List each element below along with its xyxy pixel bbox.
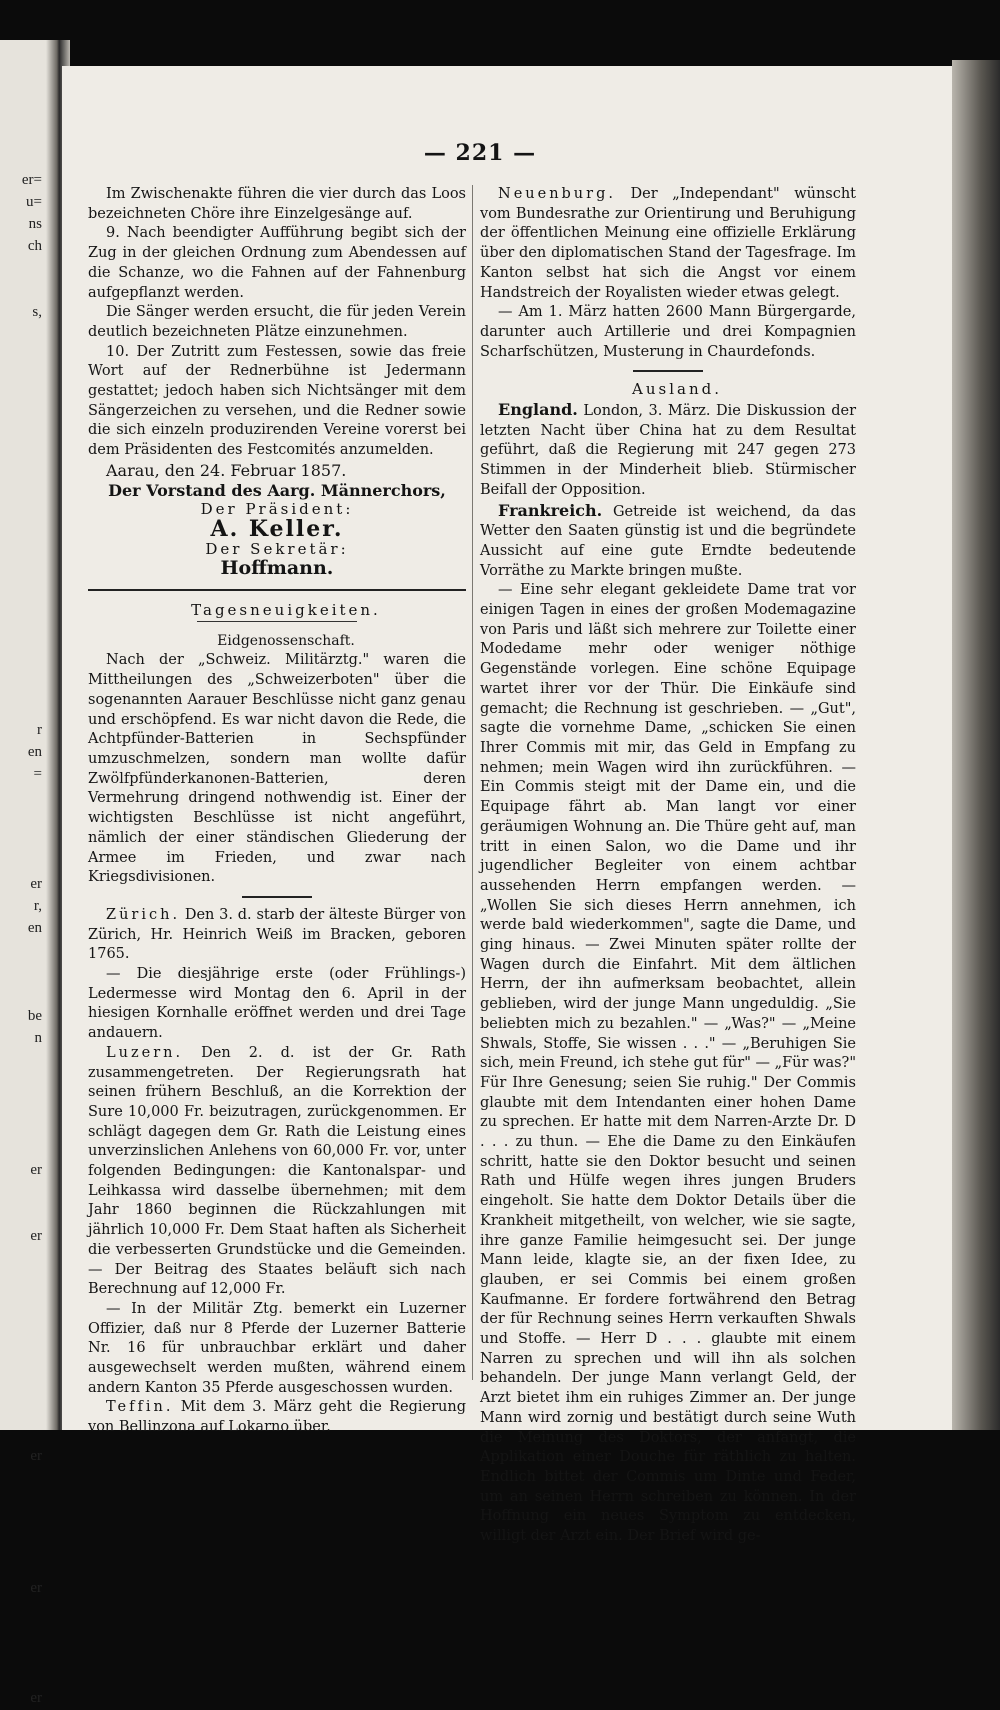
margin-fragment: ch <box>27 238 42 254</box>
board-signature: Der Vorstand des Aarg. Männerchors, <box>108 480 446 500</box>
margin-fragment <box>0 478 48 500</box>
news-text: Mit dem 3. März geht die Regierung von Bellinzona auf Lokarno über. <box>88 1399 466 1436</box>
section-divider <box>88 589 466 591</box>
margin-fragment <box>0 1644 48 1666</box>
news-text: Den 3. d. starb der älteste Bürger von Zürich, Hr. Heinrich Weiß im Bracken, geboren 1765. <box>88 906 466 963</box>
margin-fragment <box>0 456 48 478</box>
news-item-luzern <box>88 1044 466 1300</box>
left-margin-fragments <box>0 170 48 1706</box>
short-divider <box>633 370 703 372</box>
margin-fragment <box>0 1292 48 1314</box>
margin-fragment <box>0 390 48 412</box>
margin-fragment <box>0 1512 48 1534</box>
margin-fragment <box>0 500 48 522</box>
margin-fragment <box>0 434 48 456</box>
margin-fragment <box>0 1666 48 1688</box>
margin-fragment <box>0 258 48 280</box>
margin-fragment <box>0 610 48 632</box>
margin-fragment <box>0 1314 48 1336</box>
margin-fragment <box>0 984 48 1006</box>
margin-fragment <box>0 1600 48 1622</box>
margin-fragment: er <box>30 1580 42 1596</box>
heading-underline <box>197 621 357 622</box>
margin-fragment <box>0 654 48 676</box>
margin-fragment <box>0 962 48 984</box>
news-item-neuenburg <box>480 185 856 303</box>
margin-fragment <box>0 1468 48 1490</box>
news-heading: Tagesneuigkeiten. <box>191 601 381 620</box>
president-label: Der Präsident: <box>200 500 354 519</box>
news-item-tessin <box>88 1398 466 1437</box>
paragraph: 9. Nach beendigter Aufführung begibt sich der Zug in der gleichen Ordnung zum Abendessen auf die Schanze, wo die Fahnen auf der Fahnenburg aufgepflanzt werden. <box>88 225 466 301</box>
paragraph: Nach der „Schweiz. Militärztg." waren die Mittheilungen des „Schweizerboten" über die sogenannten Aarauer Beschlüsse nicht ganz genau und erschöpfend. Es war nicht davon die Rede, die Achtpfünder-Batterien in Sechspfünder umzuschmelzen, sondern man wollte dafür Zwölfpfünderkanonen-Batterien, deren Vermehrung dringend nothwendig ist. Einer der wichtigsten Beschlüsse ist nicht angeführt, nämlich der einer ständischen Gliederung der Armee im Frieden, und zwar nach Kriegsdivisionen. <box>88 652 466 886</box>
margin-fragment: er <box>30 876 42 892</box>
margin-fragment <box>0 698 48 720</box>
margin-fragment <box>0 808 48 830</box>
margin-fragment: r <box>37 722 42 738</box>
margin-fragment <box>0 632 48 654</box>
news-text: Getreide ist weichend, da das Wetter den Saaten günstig ist und die begründete Aussicht auf eine gute Erndte bedeutende Vorräthe zu Markte bringen mußte. <box>480 503 856 579</box>
secretary-name: Hoffmann. <box>220 557 334 580</box>
margin-fragment: be <box>27 1008 42 1024</box>
margin-fragment: er <box>30 1690 42 1706</box>
news-item-france <box>480 501 856 582</box>
paragraph: Im Zwischenakte führen die vier durch das Loos bezeichneten Chöre ihre Einzelgesänge auf. <box>88 186 466 222</box>
news-item-england <box>480 400 856 501</box>
paragraph: Die Sänger werden ersucht, die für jeden Verein deutlich bezeichneten Plätze einzunehmen. <box>88 304 466 340</box>
margin-fragment: s, <box>32 304 42 320</box>
confederation-heading: Eidgenossenschaft. <box>217 632 355 649</box>
margin-fragment <box>0 1336 48 1358</box>
margin-fragment <box>0 1622 48 1644</box>
place-name: Zürich. <box>106 906 181 923</box>
margin-fragment <box>0 1556 48 1578</box>
right-page-edge <box>952 60 1000 1430</box>
place-name: Luzern. <box>106 1044 184 1061</box>
left-column <box>88 185 466 1438</box>
margin-fragment: ns <box>28 216 42 232</box>
margin-fragment: = <box>33 766 42 782</box>
margin-fragment <box>0 1204 48 1226</box>
paragraph: — Am 1. März hatten 2600 Mann Bürgergarde, darunter auch Artillerie und drei Kompagnien Scharfschützen, Musterung in Chaurdefonds. <box>480 304 856 360</box>
news-text: Den 2. d. ist der Gr. Rath zusammengetreten. Der Regierungsrath hat seinen frühern Beschluß, an die Korrektion der Sure 10,000 Fr. beizutragen, zurückgenommen. Er schlägt dagegen dem Gr. Rath die Leistung eines unverzinslichen Anlehens von 60,000 Fr. vor, unter folgenden Bedingungen: die Kantonalspar- und Leihkassa wird dasselbe übernehmen; mit dem Jahr 1860 beginnen die Rückzahlungen mit jährlich 10,000 Fr. Dem Staat haften als Sicherheit die verbesserten Grundstücke und die Gemeinden. — Der Beitrag des Staates beläuft sich nach Berechnung auf 12,000 Fr. <box>88 1044 467 1298</box>
margin-fragment: u= <box>26 194 42 210</box>
country-name: Frankreich. <box>498 500 603 520</box>
paragraph: — In der Militär Ztg. bemerkt ein Luzerner Offizier, daß nur 8 Pferde der Luzerner Batterie Nr. 16 für unbrauchbar erklärt und daher ausgewechselt werden mußten, während einem andern Kanton 35 Pferde ausgeschossen wurden. <box>88 1300 466 1396</box>
margin-fragment <box>0 676 48 698</box>
margin-fragment <box>0 324 48 346</box>
margin-fragment <box>0 1248 48 1270</box>
margin-fragment <box>0 368 48 390</box>
secretary-label: Der Sekretär: <box>205 539 349 558</box>
margin-fragment <box>0 1424 48 1446</box>
margin-fragment <box>0 1182 48 1204</box>
margin-fragment: er <box>30 1448 42 1464</box>
margin-fragment <box>0 346 48 368</box>
margin-fragment: en <box>27 920 42 936</box>
margin-fragment <box>0 412 48 434</box>
country-name: England. <box>498 400 578 420</box>
margin-fragment: er= <box>21 172 42 188</box>
margin-fragment <box>0 940 48 962</box>
margin-fragment <box>0 588 48 610</box>
president-name: A. Keller. <box>210 515 344 542</box>
dateline: Aarau, den 24. Februar 1857. <box>106 460 347 480</box>
column-divider <box>472 185 473 1380</box>
margin-fragment <box>0 1116 48 1138</box>
margin-fragment: r, <box>33 898 42 914</box>
margin-fragment <box>0 1072 48 1094</box>
news-item-zurich <box>88 906 466 965</box>
place-name: Teffin. <box>106 1399 174 1416</box>
margin-fragment <box>0 1138 48 1160</box>
margin-fragment <box>0 1270 48 1292</box>
margin-fragment <box>0 280 48 302</box>
margin-fragment <box>0 1490 48 1512</box>
margin-fragment <box>0 544 48 566</box>
margin-fragment: n <box>34 1030 42 1046</box>
margin-fragment <box>0 1534 48 1556</box>
margin-fragment <box>0 830 48 852</box>
news-text: Der „Independant" wünscht vom Bundesrathe zur Orientirung und Beruhigung der öffentlichen Meinung eine offizielle Erklärung über den diplomatischen Stand der Tagesfrage. Im Kanton selbst hat sich die Angst vor einem Handstreich der Royalisten wieder etwas gelegt. <box>480 186 857 301</box>
margin-fragment: en <box>27 744 42 760</box>
paragraph: 10. Der Zutritt zum Festessen, sowie das freie Wort auf der Rednerbühne ist Jedermann gestattet; jedoch haben sich Nichtsänger mit dem Sängerzeichen zu versehen, und die Redner sowie die sich einzeln produzirenden Vereine vorerst bei dem Präsidenten des Festcomités anzumelden. <box>88 343 466 459</box>
page-number: — 221 — <box>423 140 537 166</box>
place-name: Neuenburg. <box>498 186 616 202</box>
margin-fragment <box>0 1380 48 1402</box>
margin-fragment <box>0 1094 48 1116</box>
paragraph: — Die diesjährige erste (oder Frühlings-) Ledermesse wird Montag den 6. April in der hiesigen Kornhalle eröffnet werden und drei Tage andauern. <box>88 966 466 1042</box>
margin-fragment <box>0 852 48 874</box>
margin-fragment <box>0 522 48 544</box>
margin-fragment <box>0 1402 48 1424</box>
right-column <box>480 185 856 1547</box>
short-divider <box>242 896 312 898</box>
margin-fragment <box>0 1050 48 1072</box>
margin-fragment <box>0 566 48 588</box>
news-text: London, 3. März. Die Diskussion der letzten Nacht über China hat zu dem Resultat geführt, daß die Regierung mit 247 gegen 273 Stimmen in der Minderheit blieb. Stürmischer Beifall der Opposition. <box>480 403 857 498</box>
margin-fragment: er <box>30 1162 42 1178</box>
margin-fragment <box>0 1358 48 1380</box>
margin-fragment <box>0 786 48 808</box>
margin-fragment: er <box>30 1228 42 1244</box>
abroad-heading: Ausland. <box>632 380 722 399</box>
paragraph: — Eine sehr elegant gekleidete Dame trat vor einigen Tagen in eines der großen Modemagazine von Paris und läßt sich mehrere zur Toilette einer Modedame mehr oder weniger nöthige Gegenstände vorlegen. Eine schöne Equipage wartet ihrer vor der Thür. Die Einkäufe sind gemacht; die Rechnung ist geschrieben. — „Gut", sagte die vornehme Dame, „schicken Sie einen Ihrer Commis mit mir, das Geld in Empfang zu nehmen; mein Wagen wird ihn zurückführen. — Ein Commis steigt mit der Dame ein, und die Equipage fährt ab. Man langt vor einer geräumigen Wohnung an. Die Thüre geht auf, man tritt in einen Salon, wo die Dame und ihr jugendlicher Begleiter von einem achtbar aussehenden Herrn empfangen werden. — „Wollen Sie sich dieses Herrn annehmen, ich werde bald wiederkommen", sagte die Dame, und ging hinaus. — Zwei Minuten später rollte der Wagen durch die Einfahrt. Mit dem ältlichen Herrn, der ihn aufmerksam beobachtet, allein geblieben, wird der junge Mann ungeduldig. „Sie beliebten mich zu bezahlen." — „Was?" — „Meine Shwals, Stoffe, Sie wissen . . ." — „Beruhigen Sie sich, mein Freund, ich stehe gut für" — „Für was?" Für Ihre Genesung; seien Sie ruhig." Der Commis glaubte mit dem Intendanten einer hohen Dame zu sprechen. Er hatte mit dem Narren-Arzte Dr. D . . . zu thun. — Ehe die Dame zu den Einkäufen schritt, hatte sie den Doktor besucht und seinen Rath und Hülfe wegen ihres jungen Bruders eingeholt. Sie hatte dem Doktor Details über die Krankheit mitgetheilt, von welcher, wie sie sagte, ihre ganze Familie heimgesucht sei. Der junge Mann leide, klagte sie, an der fixen Idee, zu glauben, er sei Commis bei einem großen Kaufmanne. Er fordere fortwährend den Betrag der für Rechnung seines Herrn verkauften Shwals und Stoffe. — Herr D . . . glaubte mit einem Narren zu sprechen und will ihn als solchen behandeln. Der junge Mann verlangt Geld, der Arzt bietet ihm ein ruhiges Zimmer an. Der junge Mann wird zornig und bestätigt durch seine Wuth die Meinung des Doktors, der anfangt, die Applikation einer Douche für räthlich zu halten. Endlich bittet der Commis um Dinte und Feder, um an seinen Herrn schreiben zu können. In der Hoffnung ein neues Symptom zu entdecken, willigt der Arzt ein. Der Brief wird ge- <box>480 582 856 1545</box>
